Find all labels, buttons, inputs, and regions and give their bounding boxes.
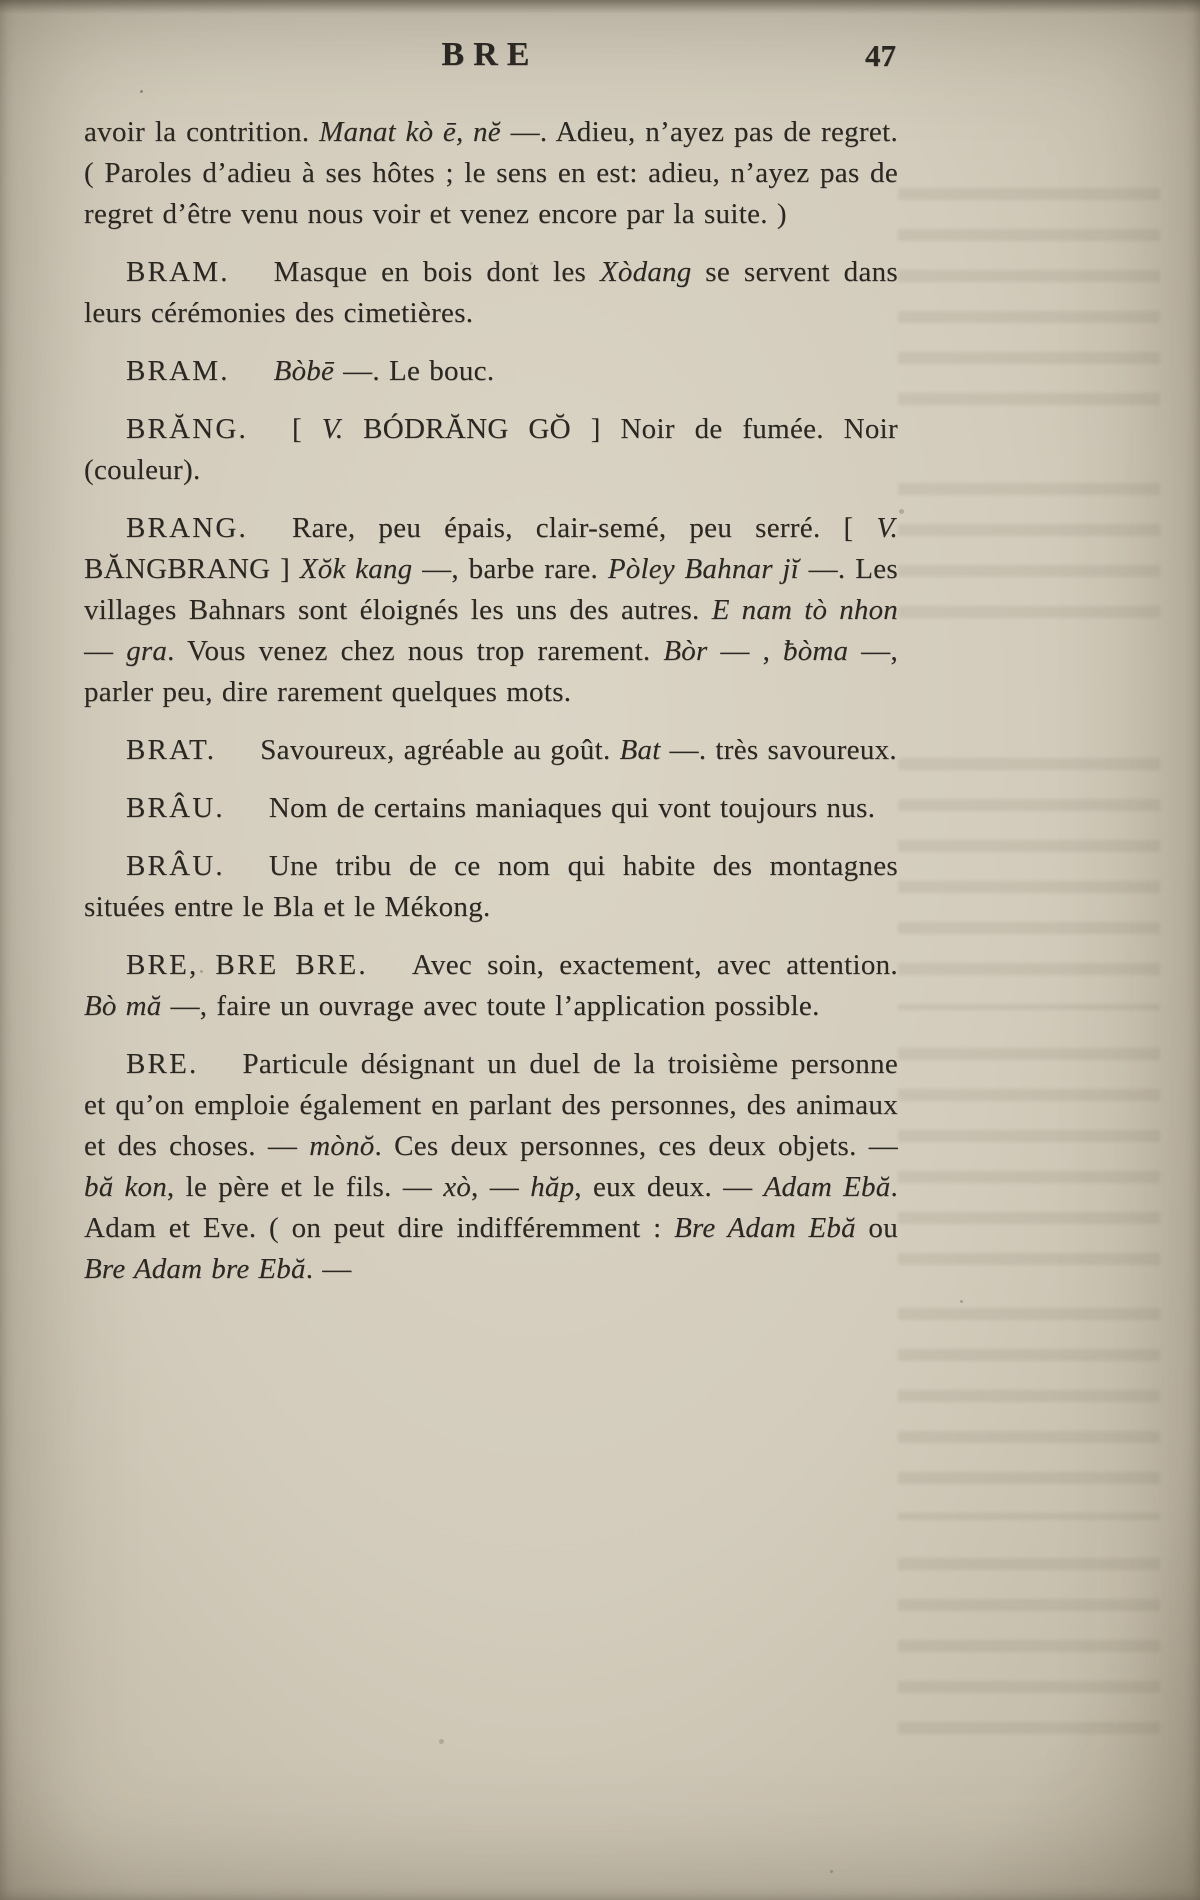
dictionary-entry [84,409,898,491]
bleedthrough-texture [898,1035,1160,1280]
dictionary-entry [84,508,898,713]
dictionary-entry [84,730,898,771]
entry-term: BRÂU. [126,792,225,824]
dictionary-entry [84,846,898,928]
entry-body: Nom de certains maniaques qui vont toujours nus. [268,792,876,824]
entry-body: Une tribu de ce nom qui habite des montagnes situées entre le Bla et le Mékong. [84,850,898,923]
bleedthrough-texture [898,745,1160,1010]
entry-term: BRE, BRE BRE. [126,949,368,981]
bleedthrough-texture [898,1295,1160,1520]
entry-term: BRE. [126,1048,199,1080]
entry-body: Masque en bois dont les Xòdang se servent dans leurs cérémonies des cimetières. [84,256,898,329]
dictionary-entry [84,351,898,392]
dictionary-entry [84,788,898,829]
entry-body: Savoureux, agréable au goût. Bat —. très savoureux. [260,734,897,766]
running-head: BRE [441,36,539,73]
entry-term: BRANG. [126,512,248,544]
entry-term: BRĂNG. [126,413,248,445]
paper-specks [140,90,143,93]
text-block [84,112,898,1307]
entry-body: [ V. BÓDRĂNG GŎ ] Noir de fumée. Noir (couleur). [84,413,898,486]
entry-term: BRAM. [126,355,230,387]
entry-term: BRAM. [126,256,230,288]
dictionary-entry [84,945,898,1027]
bleedthrough-texture [898,1545,1160,1755]
bleedthrough-texture [898,470,1160,640]
dictionary-entry [84,1044,898,1290]
entry-term: BRAT. [126,734,217,766]
entry-body: Avec soin, exactement, avec attention. Bò mă —, faire un ouvrage avec toute l’application possible. [84,949,898,1022]
paragraph-continuation: avoir la contrition. Manat kò ē, nĕ —. Adieu, n’ayez pas de regret. ( Paroles d’adieu à ses hôtes ; le sens en est: adieu, n’ayez pas de regret d’être venu nous voir et venez encore par la suite. ) [84,116,898,230]
bleedthrough-texture [898,175,1160,425]
entry-term: BRÂU. [126,850,225,882]
entry-body: Rare, peu épais, clair-semé, peu serré. [ V. BĂNGBRANG ] Xŏk kang —, barbe rare. Pòley Bahnar jĭ —. Les villages Bahnars sont éloignés les uns des autres. E nam tò nhon — gra. Vous venez chez nous trop rarement. Bòr — , ƀòma —, parler peu, dire rarement quelques mots. [84,512,899,708]
dictionary-entry [84,252,898,334]
page-number: 47 [865,38,896,73]
entry-body: Particule désignant un duel de la troisième personne et qu’on emploie également en parlant des personnes, des animaux et des choses. — mònŏ. Ces deux personnes, ces deux objets. — bă kon, le père et le fils. — xò, — hăp, eux deux. — Adam Ebă. Adam et Eve. ( on peut dire indifféremment : Bre Adam Ebă ou Bre Adam bre Ebă. — [84,1048,899,1285]
entry-body: Bòbē —. Le bouc. [273,355,495,387]
